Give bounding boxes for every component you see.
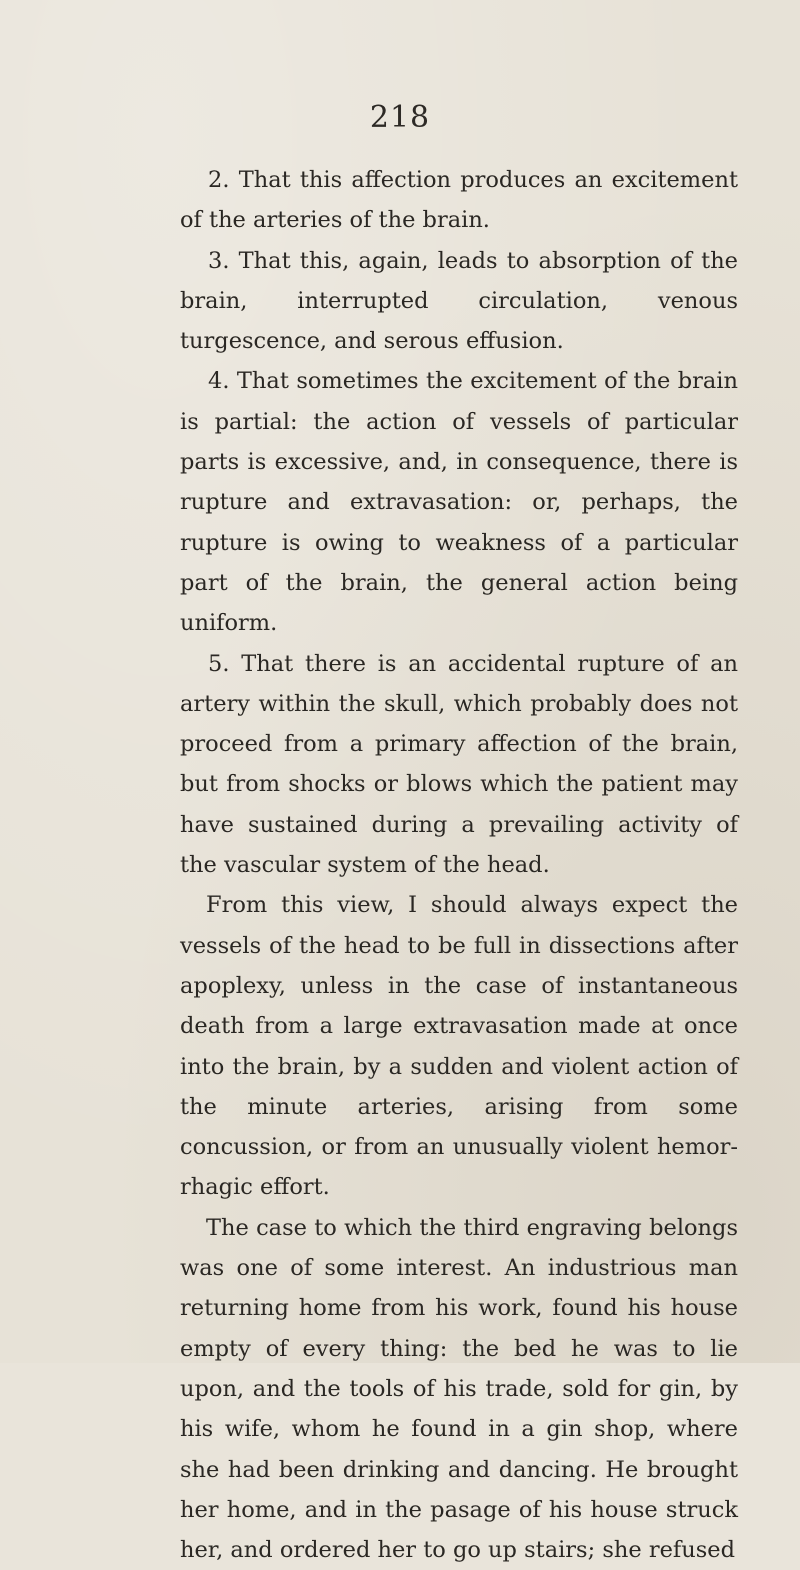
page-number: 218	[369, 100, 431, 135]
paragraph-case: The case to which the third engraving belongs was one of some interest. An industrious man returning home from his work, found his house empty of every thing: the bed he was to lie upon, and the tools of his trade, sold for gin, by his wife, whom he found in a gin shop, where she had been drinking and dancing. He brought her home, and in the pasage of his house struck her, and ordered her to go up stairs; she refused	[180, 1214, 738, 1564]
paragraph-point-5: 5. That there is an accidental rupture of an artery within the skull, which probably does not proceed from a primary affection of the brain, but from shocks or blows which the patient may have sustained during a prevailing activity of the vascular system of the head.	[180, 650, 738, 879]
paragraph-point-3: 3. That this, again, leads to absorption of the brain, interrupted circulation, venous turgescence, and serous effusion.	[180, 247, 738, 355]
body-text	[180, 160, 738, 1570]
paragraph-point-2: 2. That this affection produces an excitement of the arteries of the brain.	[180, 167, 738, 234]
paragraph-point-4: 4. That sometimes the excitement of the brain is partial: the action of vessels of particular parts is excessive, and, in consequence, there is rupture and extravasation: or, perhaps, the rupture is owing to weakness of a particular part of the brain, the general action being uniform.	[180, 368, 738, 637]
paragraph-view: From this view, I should always expect the vessels of the head to be full in dissections after apoplexy, unless in the case of instantaneous death from a large extravasation made at once into the brain, by a sudden and violent action of the minute arteries, arising from some concussion, or from an unusually violent hemor-rhagic effort.	[180, 892, 738, 1201]
